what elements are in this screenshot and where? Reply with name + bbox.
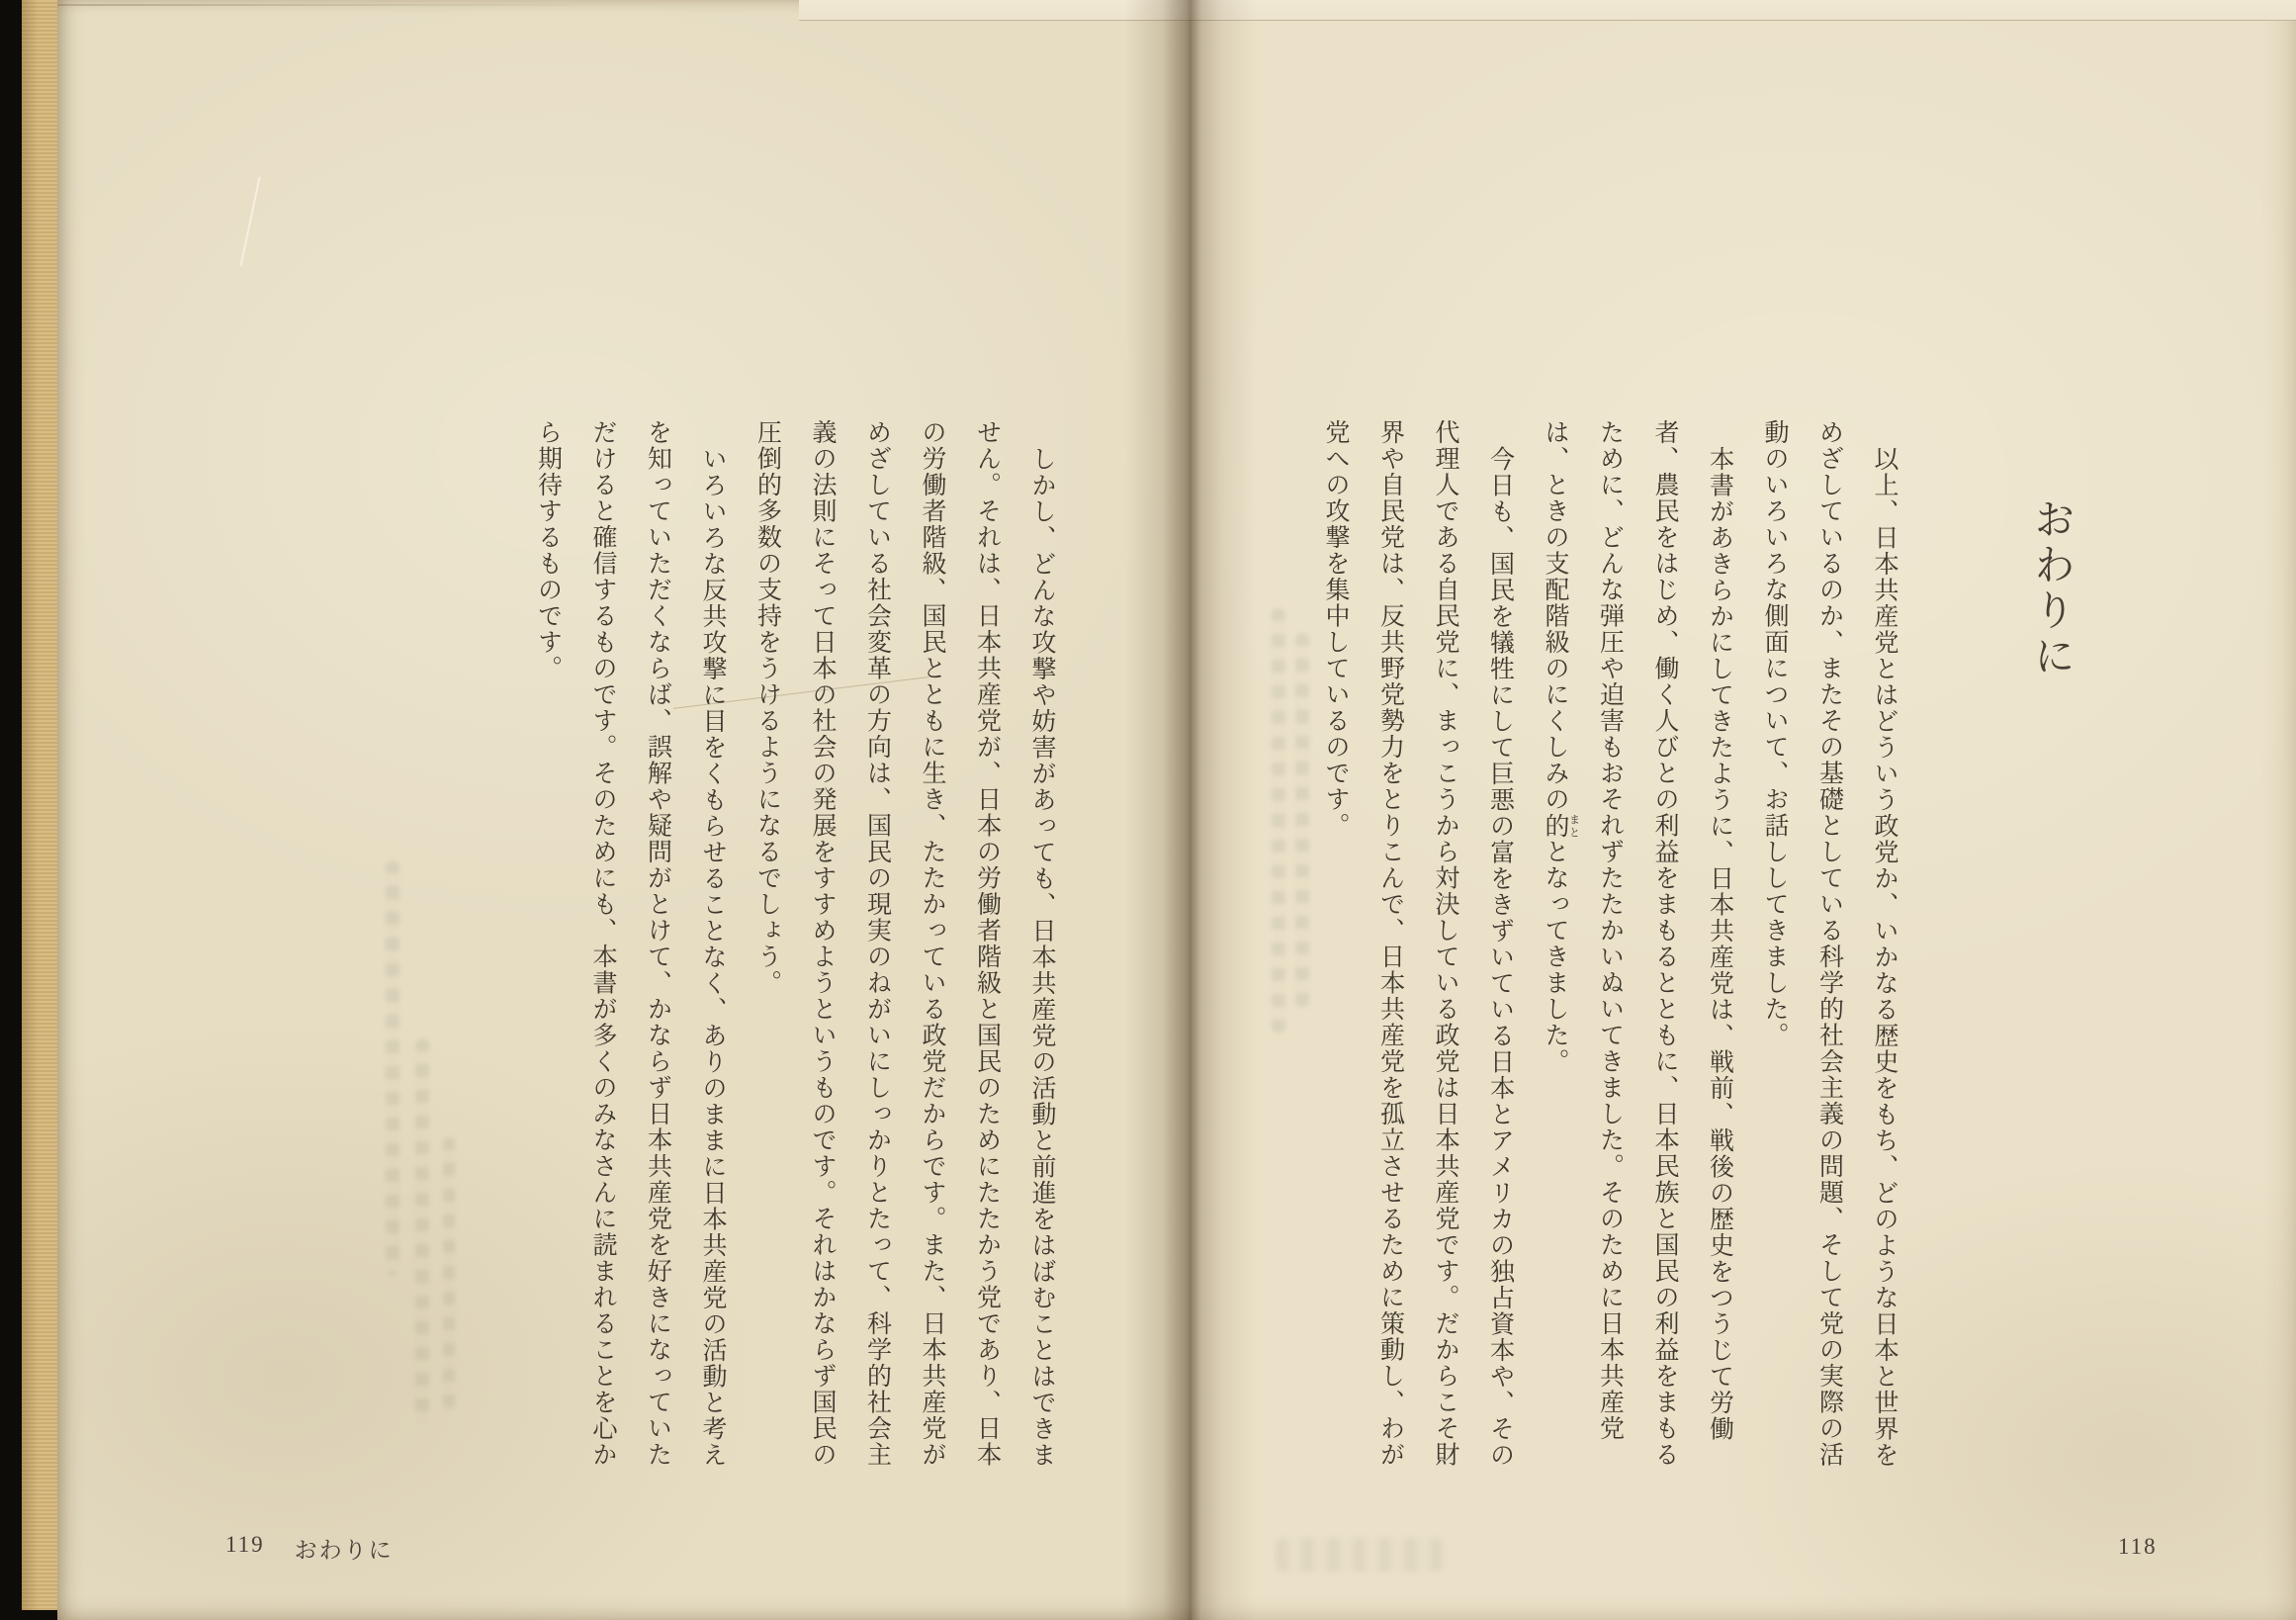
showthrough-smudge <box>443 1137 455 1414</box>
text-line: 今日も、国民を犠牲にして巨悪の富をきずいている日本とアメリカの独占資本や、その <box>1486 446 1514 1469</box>
text-line: めざしている社会変革の方向は、国民の現実のねがいにしっかりとたって、科学的社会主 <box>863 419 891 1468</box>
text-line: 本書があきらかにしてきたように、日本共産党は、戦前、戦後の歴史をつうじて労働 <box>1706 446 1733 1442</box>
page-number: 118 <box>2118 1534 2158 1559</box>
text-line: 党への攻撃を集中しているのです。 <box>1322 419 1349 839</box>
right-page <box>1192 0 2296 1620</box>
running-title: おわりに <box>294 1538 394 1563</box>
text-line: 動のいろいろな側面について、お話ししてきました。 <box>1761 419 1788 1048</box>
text-line: いろいろな反共攻撃に目をくもらせることなく、ありのままに日本共産党の活動と考え <box>699 446 726 1469</box>
page-top-edge-line <box>57 4 611 6</box>
underpage-edge-highlight <box>799 0 2296 21</box>
text-line: 界や自民党は、反共野党勢力をとりこんで、日本共産党を孤立させるために策動し、わが <box>1376 419 1404 1468</box>
paper-scratch <box>239 177 260 266</box>
left-page-footer <box>225 1532 394 1565</box>
text-line: せん。それは、日本共産党が、日本の労働者階級と国民のためにたたかう党であり、日本 <box>973 419 1001 1468</box>
text-line: を知っていただくならば、誤解や疑問がとけて、かならず日本共産党を好きになっていた <box>644 419 671 1468</box>
page-number: 119 <box>225 1532 265 1557</box>
text-line: 圧倒的多数の支持をうけるようになるでしょう。 <box>753 419 781 996</box>
book-cover-edge <box>22 0 58 1610</box>
text-line: めざしているのか、またその基礎としている科学的社会主義の問題、そして党の実際の活 <box>1815 419 1843 1468</box>
showthrough-smudge <box>1272 608 1285 1034</box>
text-line: は、ときの支配階級のにくしみの的 まととなってきました。 <box>1542 419 1580 1075</box>
showthrough-smudge <box>386 860 399 1276</box>
right-page-text <box>1307 419 1911 1497</box>
right-page-footer <box>2118 1534 2158 1560</box>
left-page <box>57 0 1192 1620</box>
text-line: 義の法則にそって日本の社会の発展をすすめようというものです。それはかならず国民の <box>809 419 836 1468</box>
text-line: の労働者階級、国民とともに生き、たたかっている政党だからです。また、日本共産党が <box>919 419 945 1468</box>
chapter-title: おわりに <box>2028 497 2074 679</box>
showthrough-smudge <box>415 1038 429 1424</box>
text-line: ら期待するものです。 <box>534 419 562 681</box>
showthrough-smudge <box>1276 1538 1444 1572</box>
text-line: だけると確信するものです。そのためにも、本書が多くのみなさんに読まれることを心か <box>589 419 616 1468</box>
left-page-text <box>519 419 1069 1497</box>
text-line: 者、農民をはじめ、働く人びとの利益をまもるとともに、日本民族と国民の利益をまもる <box>1651 419 1678 1468</box>
text-line: ために、どんな弾圧や迫害もおそれずたたかいぬいてきました。そのために日本共産党 <box>1596 419 1624 1442</box>
text-line: 以上、日本共産党とはどういう政党か、いかなる歴史をもち、どのような日本と世界を <box>1871 446 1898 1469</box>
text-line: 代理人である自民党に、まっこうから対決している政党は日本共産党です。だからこそ財 <box>1432 419 1458 1468</box>
book-gutter-shadow <box>1125 0 1256 1620</box>
text-line: しかし、どんな攻撃や妨害があっても、日本共産党の活動と前進をはばむことはできま <box>1028 446 1055 1469</box>
